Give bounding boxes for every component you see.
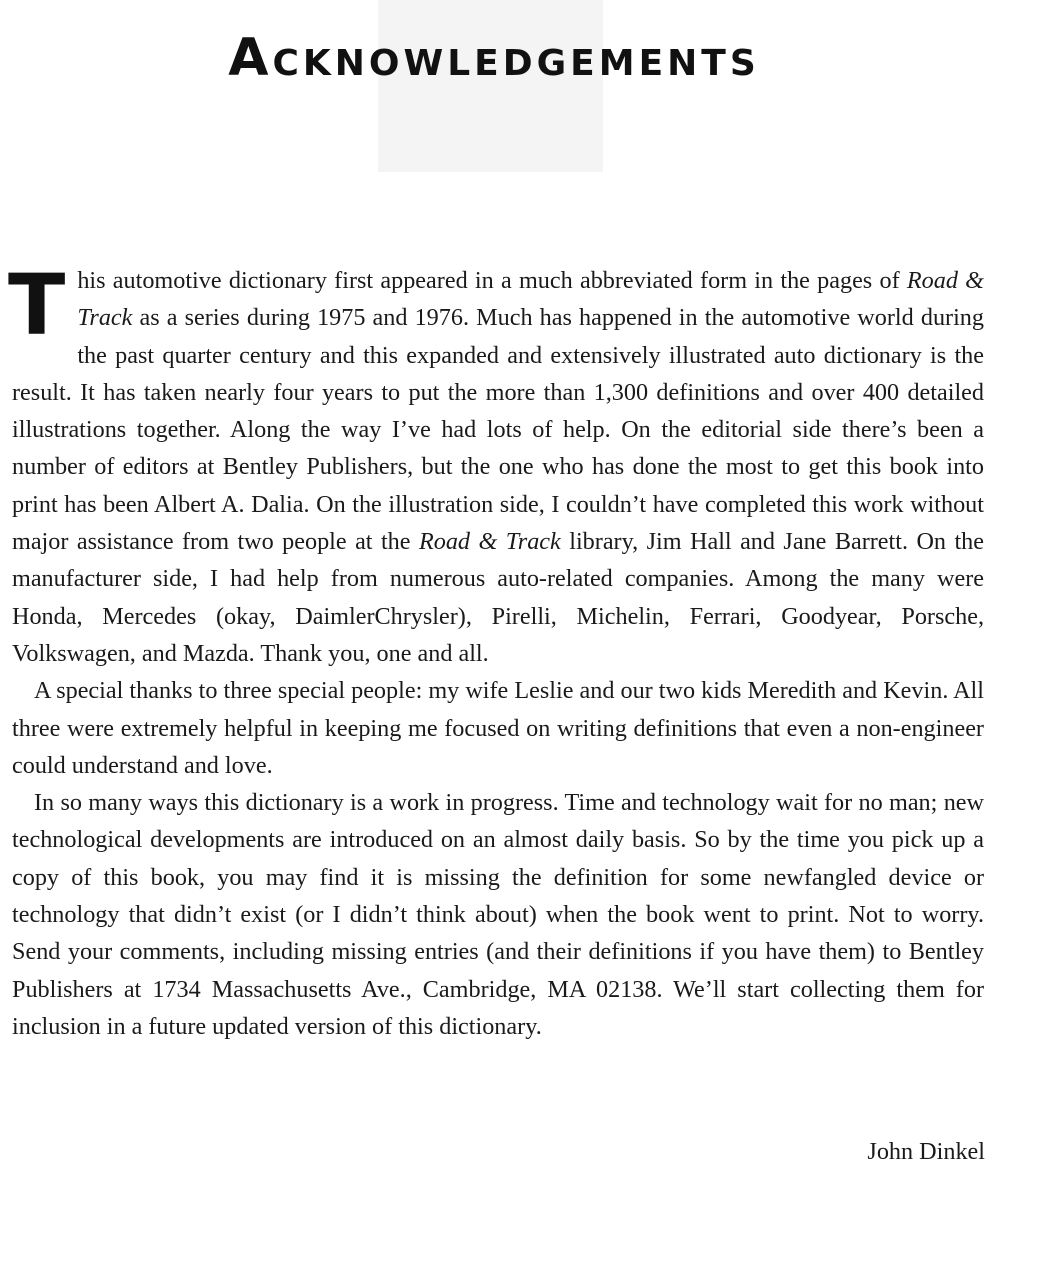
publication-title: Road & Track — [77, 267, 984, 332]
text-segment: In so many ways this dictionary is a work in progress. Time and technology wait for no man; new technological developments are introduced on an almost daily basis. So by the time you pick up a copy of this book, you may find it is missing the definition for some newfangled device or technology that didn’t exist (or I didn’t think about) when the book went to print. Not to worry. Send your comments, including missing entries (and their definitions if you have them) to Bentley Publishers at 1734 Massachusetts Ave., Cambridge, MA 02138. We’ll start collecting them for inclusion in a future updated version of this dictionary. — [12, 789, 984, 1040]
drop-cap: T — [8, 256, 66, 354]
text-segment: as a series during 1975 and 1976. Much has happened in the automotive world during the past quarter century and this expanded and extensively illustrated auto dictionary is the result. It has taken nearly four years to put the more than 1,300 definitions and over 400 detailed illustrations together. Along the way I’ve had lots of help. On the editorial side there’s been a number of editors at Bentley Publishers, but the one who has done the most to get this book into print has been Albert A. Dalia. On the illustration side, I couldn’t have completed this work without major assistance from two people at the — [12, 304, 984, 556]
text-segment: his automotive dictionary first appeared in a much abbreviated form in the pages of — [77, 267, 907, 294]
publication-title: Road & Track — [418, 528, 561, 556]
body-text — [8, 256, 985, 1045]
text-segment: A special thanks to three special people: my wife Leslie and our two kids Meredith and Kevin. All three were extremely helpful in keeping me focused on writing definitions that even a non-engineer could understand and love. — [12, 677, 984, 779]
paragraph-1 — [8, 256, 985, 672]
page-title: Acknowledgements — [228, 28, 760, 88]
author-signature: John Dinkel — [867, 1138, 985, 1165]
paragraph-3 — [12, 784, 984, 1045]
text-segment: library, Jim Hall and Jane Barrett. On the manufacturer side, I had help from numerous auto-related companies. Among the many were Honda, Mercedes (okay, DaimlerChrysler), Pirelli, Michelin, Ferrari, Goodyear, Porsche, Volkswagen, and Mazda. Thank you, one and all. — [12, 528, 985, 667]
paragraph-2 — [12, 672, 984, 784]
